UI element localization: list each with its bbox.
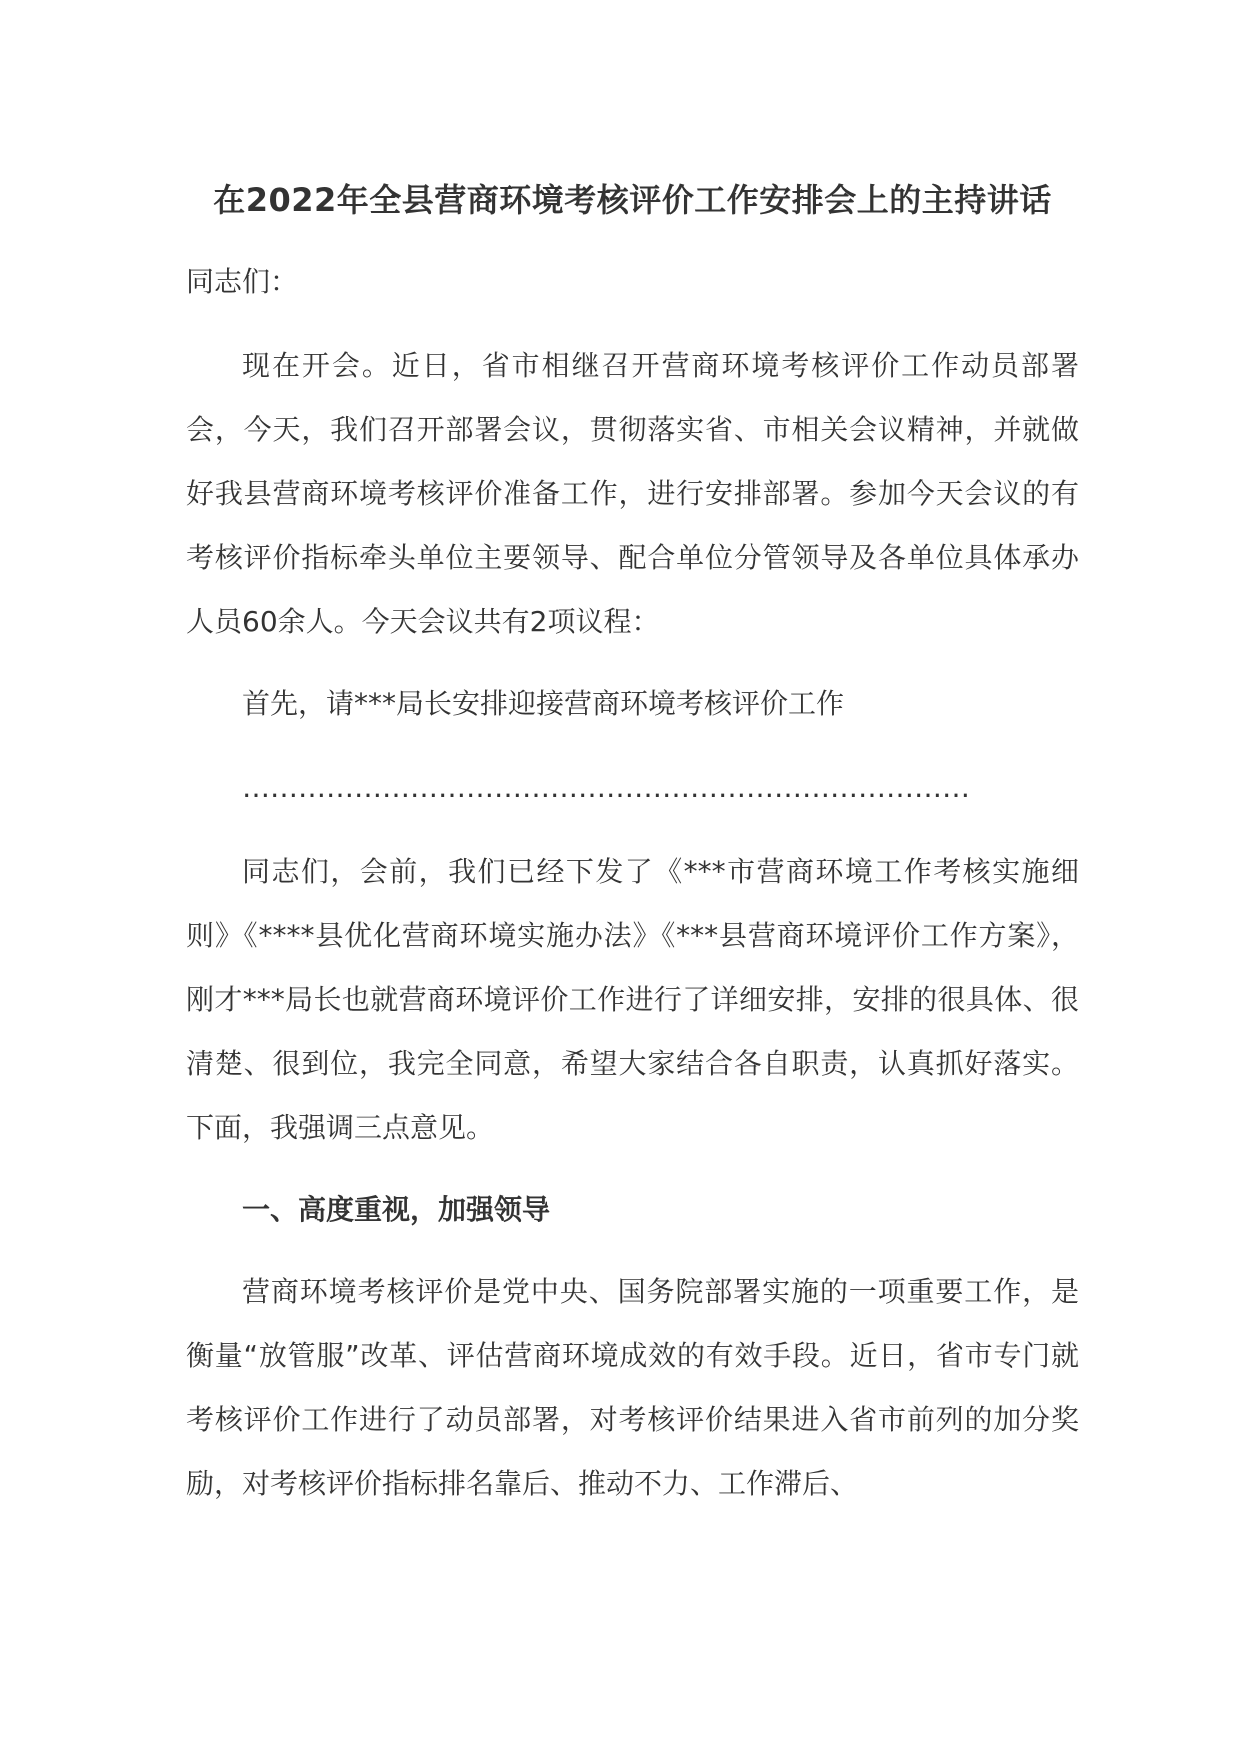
- document-title: 在2022年全县营商环境考核评价工作安排会上的主持讲话: [213, 181, 1052, 219]
- paragraph-agenda-first: 首先，请***局长安排迎接营商环境考核评价工作: [242, 687, 845, 720]
- paragraph-section-1: 营商环境考核评价是党中央、国务院部署实施的一项重要工作，是衡量“放管服”改革、评估营商环境成效的有效手段。近日，省市专门就考核评价工作进行了动员部署，对考核评价结果进入省市前列的加分奖励，对考核评价指标排名靠后、推动不力、工作滞后、: [186, 1275, 1079, 1500]
- paragraph-opening: 现在开会。近日，省市相继召开营商环境考核评价工作动员部署会，今天，我们召开部署会议，贯彻落实省、市相关会议精神，并就做好我县营商环境考核评价准备工作，进行安排部署。参加今天会议的有考核评价指标牵头单位主要领导、配合单位分管领导及各单位具体承办人员60余人。今天会议共有2项议程：: [186, 349, 1079, 638]
- salutation: 同志们：: [186, 265, 299, 298]
- section-heading-1: 一、高度重视，加强领导: [242, 1193, 551, 1226]
- ellipsis-divider: ……………………………………………………………………: [242, 771, 970, 804]
- paragraph-summary: 同志们，会前，我们已经下发了《***市营商环境工作考核实施细则》《****县优化营商环境实施办法》《***县营商环境评价工作方案》，刚才***局长也就营商环境评价工作进行了详细安排，安排的很具体、很清楚、很到位，我完全同意，希望大家结合各自职责，认真抓好落实。下面，我强调三点意见。: [186, 855, 1079, 1144]
- document-body: [186, 168, 1079, 1516]
